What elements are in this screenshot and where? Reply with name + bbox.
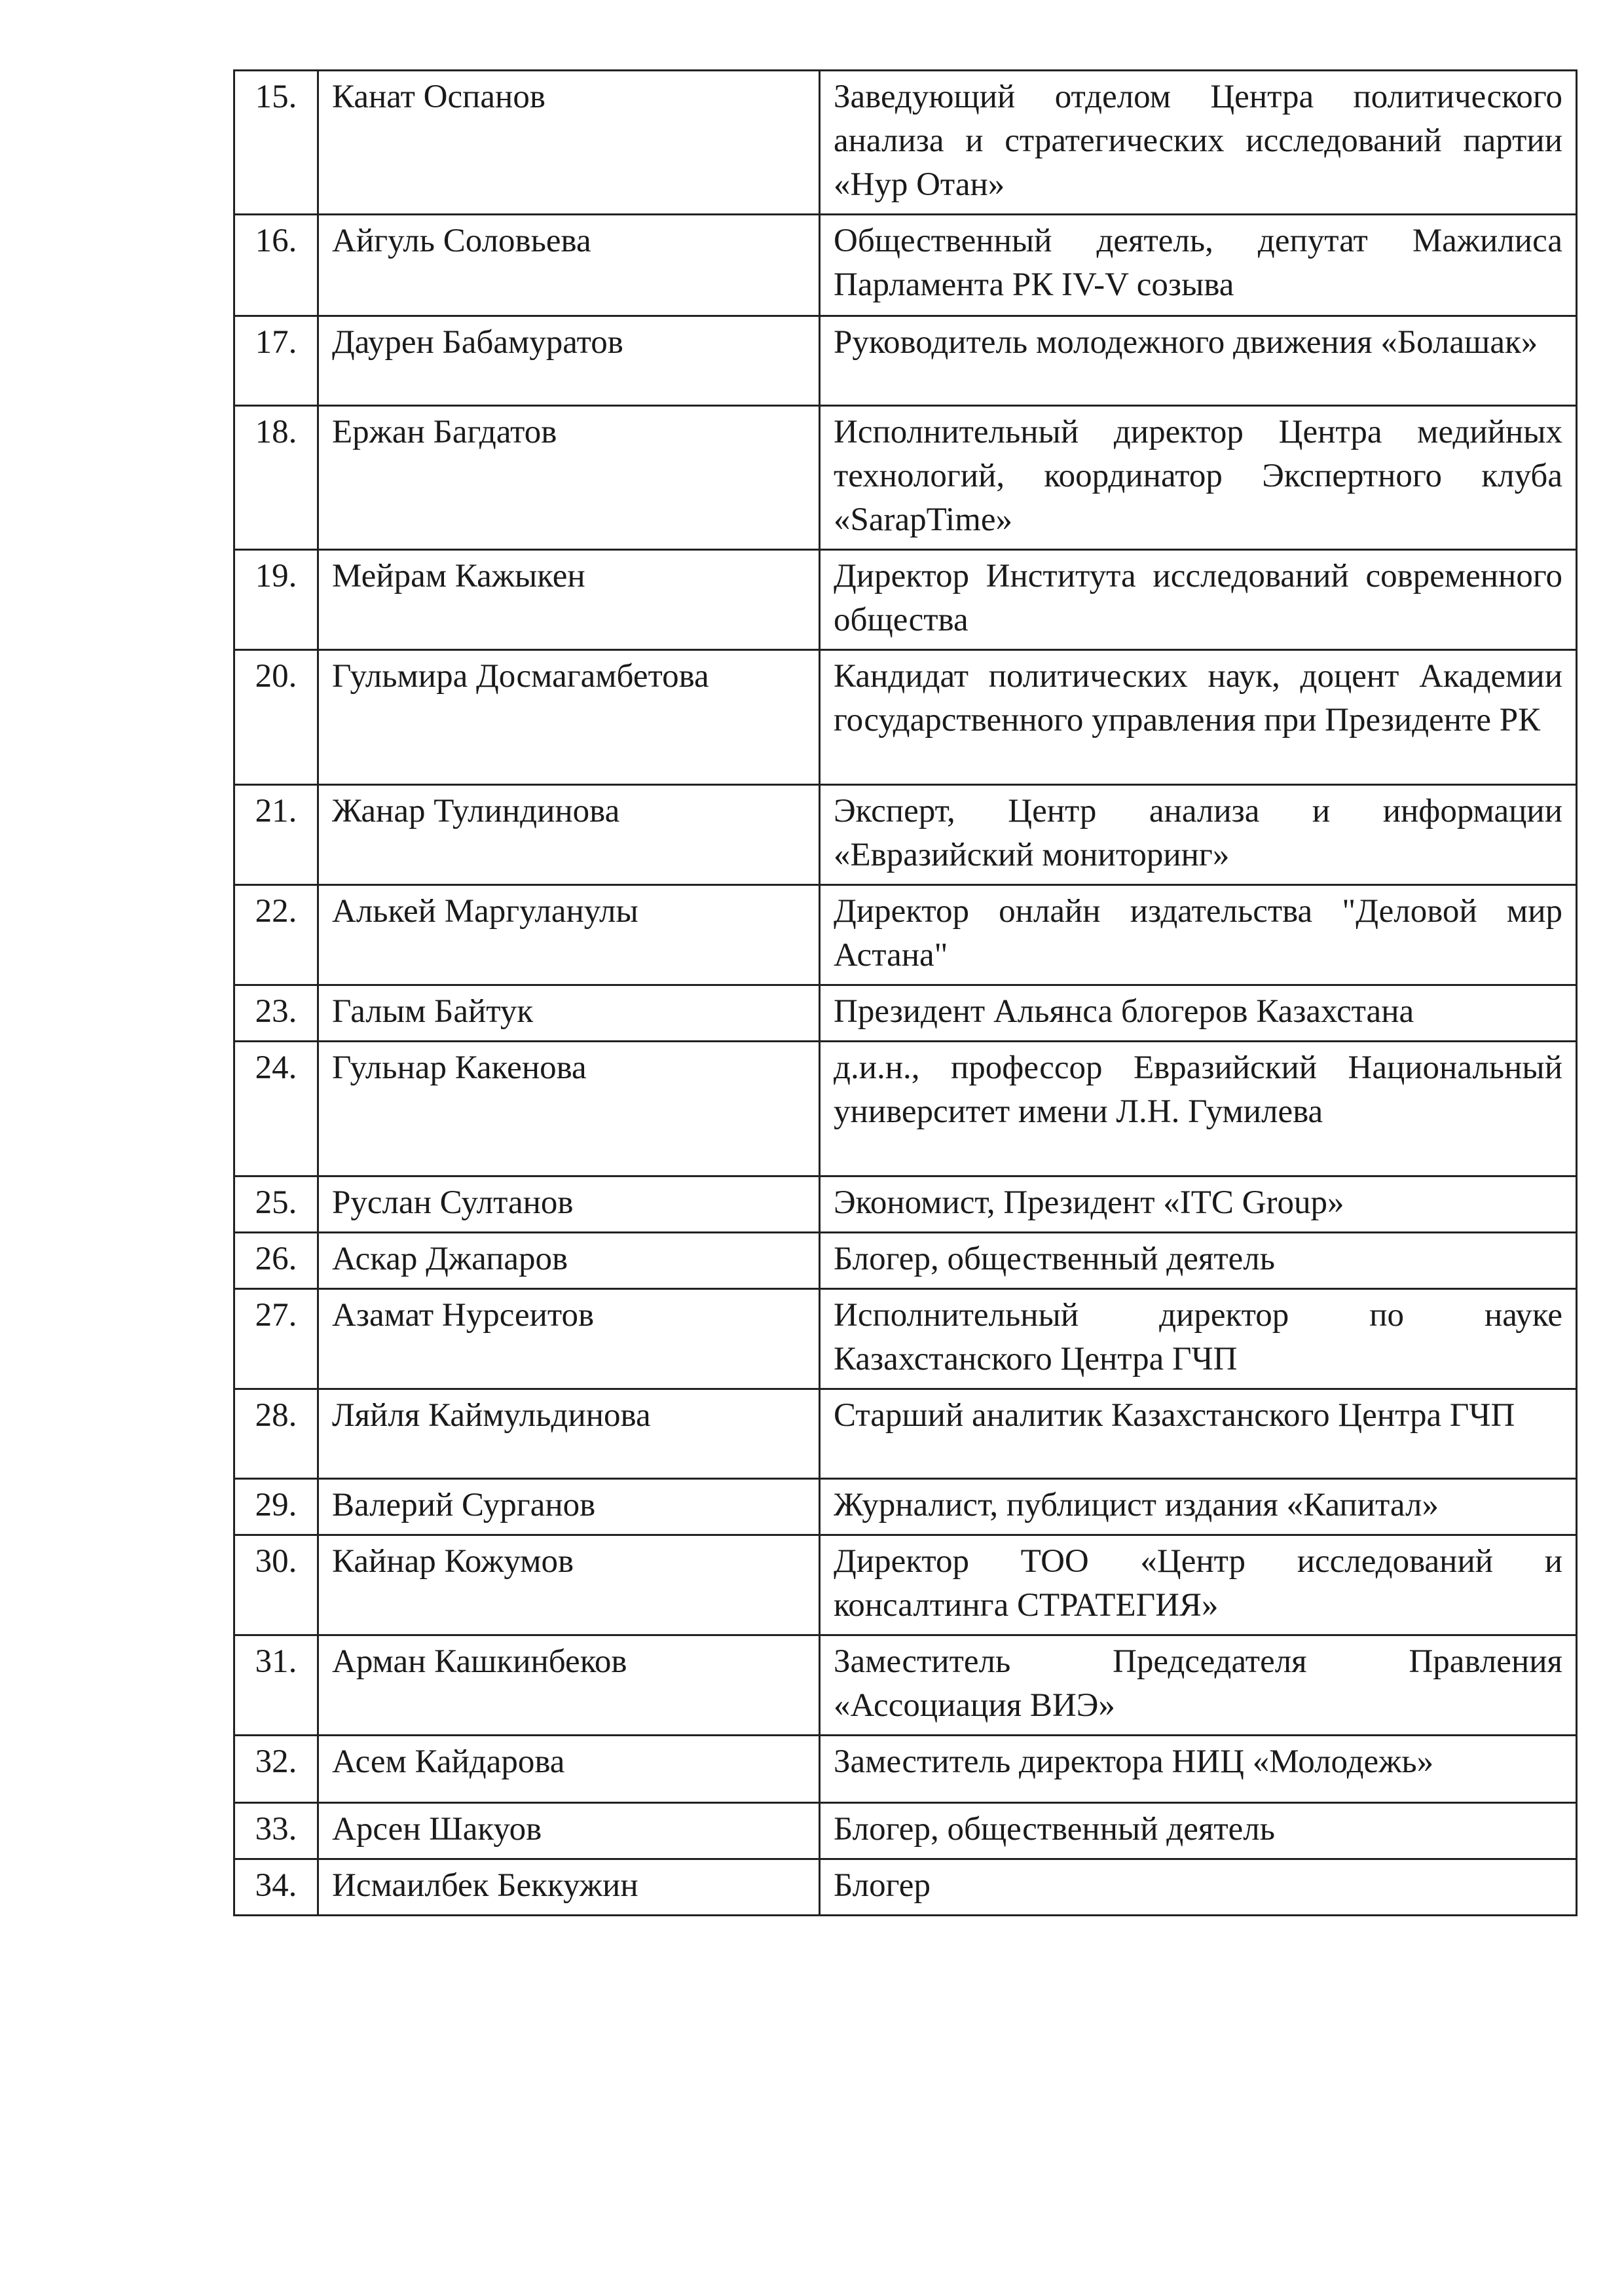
table-row — [234, 1535, 1577, 1635]
participant-name: Жанар Тулиндинова — [318, 785, 820, 885]
participant-position: Руководитель молодежного движения «Болашак» — [820, 316, 1577, 406]
participant-name: Арман Кашкинбеков — [318, 1635, 820, 1736]
table-row — [234, 215, 1577, 316]
table-row — [234, 1803, 1577, 1859]
row-number: 28. — [234, 1389, 318, 1479]
table-row — [234, 1859, 1577, 1916]
participant-position: Директор онлайн издательства "Деловой мир Астана" — [820, 885, 1577, 985]
participant-name: Кайнар Кожумов — [318, 1535, 820, 1635]
table-row — [234, 1176, 1577, 1233]
row-number: 25. — [234, 1176, 318, 1233]
participant-position: Кандидат политических наук, доцент Академии государственного управления при Президенте РК — [820, 650, 1577, 785]
participant-name: Аскар Джапаров — [318, 1233, 820, 1289]
table-row — [234, 650, 1577, 785]
participant-name: Асем Кайдарова — [318, 1736, 820, 1803]
participant-name: Ержан Багдатов — [318, 406, 820, 550]
table-row — [234, 1635, 1577, 1736]
table-row — [234, 1479, 1577, 1535]
participant-position: Журналист, публицист издания «Капитал» — [820, 1479, 1577, 1535]
table-row — [234, 1289, 1577, 1389]
table-row — [234, 71, 1577, 215]
participant-name: Галым Байтук — [318, 985, 820, 1042]
participant-name: Валерий Сурганов — [318, 1479, 820, 1535]
participant-name: Гульнар Какенова — [318, 1042, 820, 1176]
table-row — [234, 785, 1577, 885]
participant-position: Директор ТОО «Центр исследований и консалтинга СТРАТЕГИЯ» — [820, 1535, 1577, 1635]
row-number: 33. — [234, 1803, 318, 1859]
row-number: 19. — [234, 550, 318, 650]
participant-position: Блогер — [820, 1859, 1577, 1916]
table-row — [234, 1042, 1577, 1176]
participant-name: Мейрам Кажыкен — [318, 550, 820, 650]
participant-name: Айгуль Соловьева — [318, 215, 820, 316]
participant-position: Общественный деятель, депутат Мажилиса Парламента РК IV-V созыва — [820, 215, 1577, 316]
row-number: 24. — [234, 1042, 318, 1176]
participant-name: Алькей Маргуланулы — [318, 885, 820, 985]
table-row — [234, 1736, 1577, 1803]
row-number: 27. — [234, 1289, 318, 1389]
row-number: 20. — [234, 650, 318, 785]
table-row — [234, 550, 1577, 650]
participant-name: Ляйля Каймульдинова — [318, 1389, 820, 1479]
participant-name: Исмаилбек Беккужин — [318, 1859, 820, 1916]
row-number: 23. — [234, 985, 318, 1042]
row-number: 26. — [234, 1233, 318, 1289]
table-row — [234, 406, 1577, 550]
participant-name: Руслан Султанов — [318, 1176, 820, 1233]
row-number: 15. — [234, 71, 318, 215]
participant-position: д.и.н., профессор Евразийский Национальный университет имени Л.Н. Гумилева — [820, 1042, 1577, 1176]
participant-position: Блогер, общественный деятель — [820, 1803, 1577, 1859]
row-number: 16. — [234, 215, 318, 316]
row-number: 29. — [234, 1479, 318, 1535]
table-row — [234, 885, 1577, 985]
table-row — [234, 1389, 1577, 1479]
participant-position: Заведующий отделом Центра политического анализа и стратегических исследований партии «Нур Отан» — [820, 71, 1577, 215]
row-number: 32. — [234, 1736, 318, 1803]
participants-table — [233, 69, 1578, 1916]
table-row — [234, 985, 1577, 1042]
row-number: 34. — [234, 1859, 318, 1916]
participant-name: Азамат Нурсеитов — [318, 1289, 820, 1389]
participant-name: Канат Оспанов — [318, 71, 820, 215]
table-row — [234, 316, 1577, 406]
participant-name: Даурен Бабамуратов — [318, 316, 820, 406]
participant-position: Заместитель Председателя Правления «Ассоциация ВИЭ» — [820, 1635, 1577, 1736]
participant-position: Президент Альянса блогеров Казахстана — [820, 985, 1577, 1042]
table-row — [234, 1233, 1577, 1289]
participant-position: Заместитель директора НИЦ «Молодежь» — [820, 1736, 1577, 1803]
participant-position: Эксперт, Центр анализа и информации «Евразийский мониторинг» — [820, 785, 1577, 885]
participant-position: Исполнительный директор Центра медийных технологий, координатор Экспертного клуба «SarapTime» — [820, 406, 1577, 550]
participant-name: Гульмира Досмагамбетова — [318, 650, 820, 785]
row-number: 30. — [234, 1535, 318, 1635]
row-number: 22. — [234, 885, 318, 985]
participant-position: Блогер, общественный деятель — [820, 1233, 1577, 1289]
participant-position: Директор Института исследований современного общества — [820, 550, 1577, 650]
participant-position: Экономист, Президент «ITC Group» — [820, 1176, 1577, 1233]
row-number: 21. — [234, 785, 318, 885]
row-number: 17. — [234, 316, 318, 406]
participant-position: Старший аналитик Казахстанского Центра ГЧП — [820, 1389, 1577, 1479]
participant-name: Арсен Шакуов — [318, 1803, 820, 1859]
participant-position: Исполнительный директор по науке Казахстанского Центра ГЧП — [820, 1289, 1577, 1389]
row-number: 31. — [234, 1635, 318, 1736]
row-number: 18. — [234, 406, 318, 550]
